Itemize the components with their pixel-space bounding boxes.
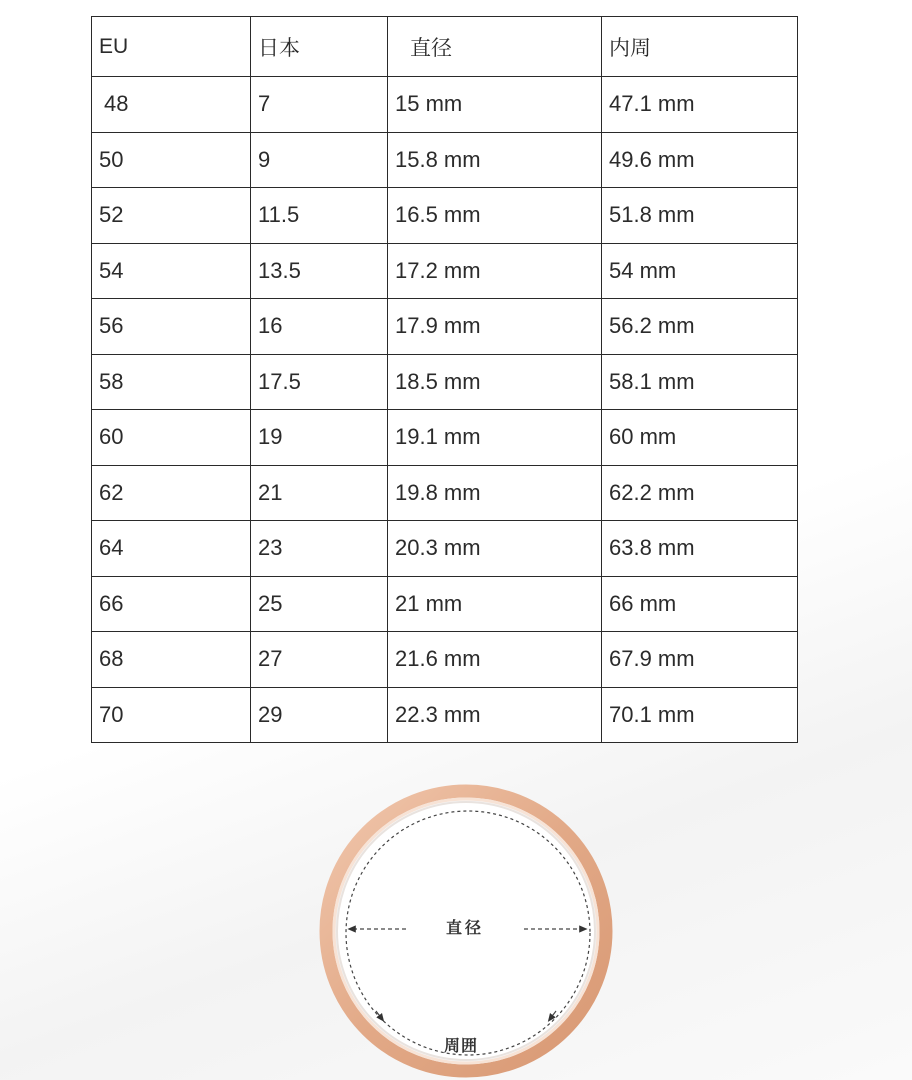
cell-diameter: 17.9 mm	[388, 299, 602, 355]
cell-japan-size: 25	[251, 576, 388, 632]
cell-inner-circumference: 60 mm	[602, 410, 798, 466]
header-inner-circumference: 内周	[602, 17, 798, 77]
ring-diagram	[318, 783, 614, 1079]
cell-eu-size: 54	[92, 243, 251, 299]
cell-eu-size: 50	[92, 132, 251, 188]
cell-japan-size: 27	[251, 632, 388, 688]
table-row	[92, 410, 798, 466]
cell-inner-circumference: 63.8 mm	[602, 521, 798, 577]
table-row	[92, 521, 798, 577]
table-row	[92, 243, 798, 299]
cell-japan-size: 23	[251, 521, 388, 577]
table-row	[92, 299, 798, 355]
cell-japan-size: 13.5	[251, 243, 388, 299]
cell-eu-size: 60	[92, 410, 251, 466]
header-diameter: 直径	[388, 17, 602, 77]
table-header-row	[92, 17, 798, 77]
cell-diameter: 18.5 mm	[388, 354, 602, 410]
table-row	[92, 687, 798, 743]
cell-diameter: 22.3 mm	[388, 687, 602, 743]
table-row	[92, 465, 798, 521]
table-row	[92, 576, 798, 632]
cell-diameter: 16.5 mm	[388, 188, 602, 244]
cell-eu-size: 70	[92, 687, 251, 743]
diameter-label: 直径	[446, 918, 485, 937]
header-eu: EU	[92, 17, 251, 77]
cell-eu-size: 66	[92, 576, 251, 632]
cell-japan-size: 17.5	[251, 354, 388, 410]
cell-eu-size: 58	[92, 354, 251, 410]
cell-japan-size: 9	[251, 132, 388, 188]
cell-inner-circumference: 66 mm	[602, 576, 798, 632]
cell-japan-size: 21	[251, 465, 388, 521]
cell-eu-size: 56	[92, 299, 251, 355]
table-row	[92, 77, 798, 133]
cell-inner-circumference: 56.2 mm	[602, 299, 798, 355]
table-body	[92, 77, 798, 743]
cell-diameter: 19.8 mm	[388, 465, 602, 521]
cell-eu-size: 52	[92, 188, 251, 244]
cell-diameter: 15 mm	[388, 77, 602, 133]
cell-diameter: 17.2 mm	[388, 243, 602, 299]
ring-size-table	[91, 16, 798, 743]
cell-inner-circumference: 62.2 mm	[602, 465, 798, 521]
table-row	[92, 188, 798, 244]
cell-diameter: 21 mm	[388, 576, 602, 632]
cell-inner-circumference: 47.1 mm	[602, 77, 798, 133]
header-japan: 日本	[251, 17, 388, 77]
table-row	[92, 632, 798, 688]
cell-japan-size: 11.5	[251, 188, 388, 244]
table-row	[92, 354, 798, 410]
table-row	[92, 132, 798, 188]
cell-japan-size: 16	[251, 299, 388, 355]
cell-inner-circumference: 70.1 mm	[602, 687, 798, 743]
cell-diameter: 15.8 mm	[388, 132, 602, 188]
cell-japan-size: 7	[251, 77, 388, 133]
cell-eu-size: 64	[92, 521, 251, 577]
cell-inner-circumference: 58.1 mm	[602, 354, 798, 410]
cell-japan-size: 19	[251, 410, 388, 466]
cell-inner-circumference: 67.9 mm	[602, 632, 798, 688]
cell-eu-size: 68	[92, 632, 251, 688]
cell-eu-size: 48	[92, 77, 251, 133]
circumference-label: 周囲	[444, 1036, 479, 1055]
cell-inner-circumference: 51.8 mm	[602, 188, 798, 244]
cell-inner-circumference: 49.6 mm	[602, 132, 798, 188]
cell-diameter: 20.3 mm	[388, 521, 602, 577]
cell-diameter: 21.6 mm	[388, 632, 602, 688]
cell-inner-circumference: 54 mm	[602, 243, 798, 299]
cell-diameter: 19.1 mm	[388, 410, 602, 466]
cell-eu-size: 62	[92, 465, 251, 521]
cell-japan-size: 29	[251, 687, 388, 743]
